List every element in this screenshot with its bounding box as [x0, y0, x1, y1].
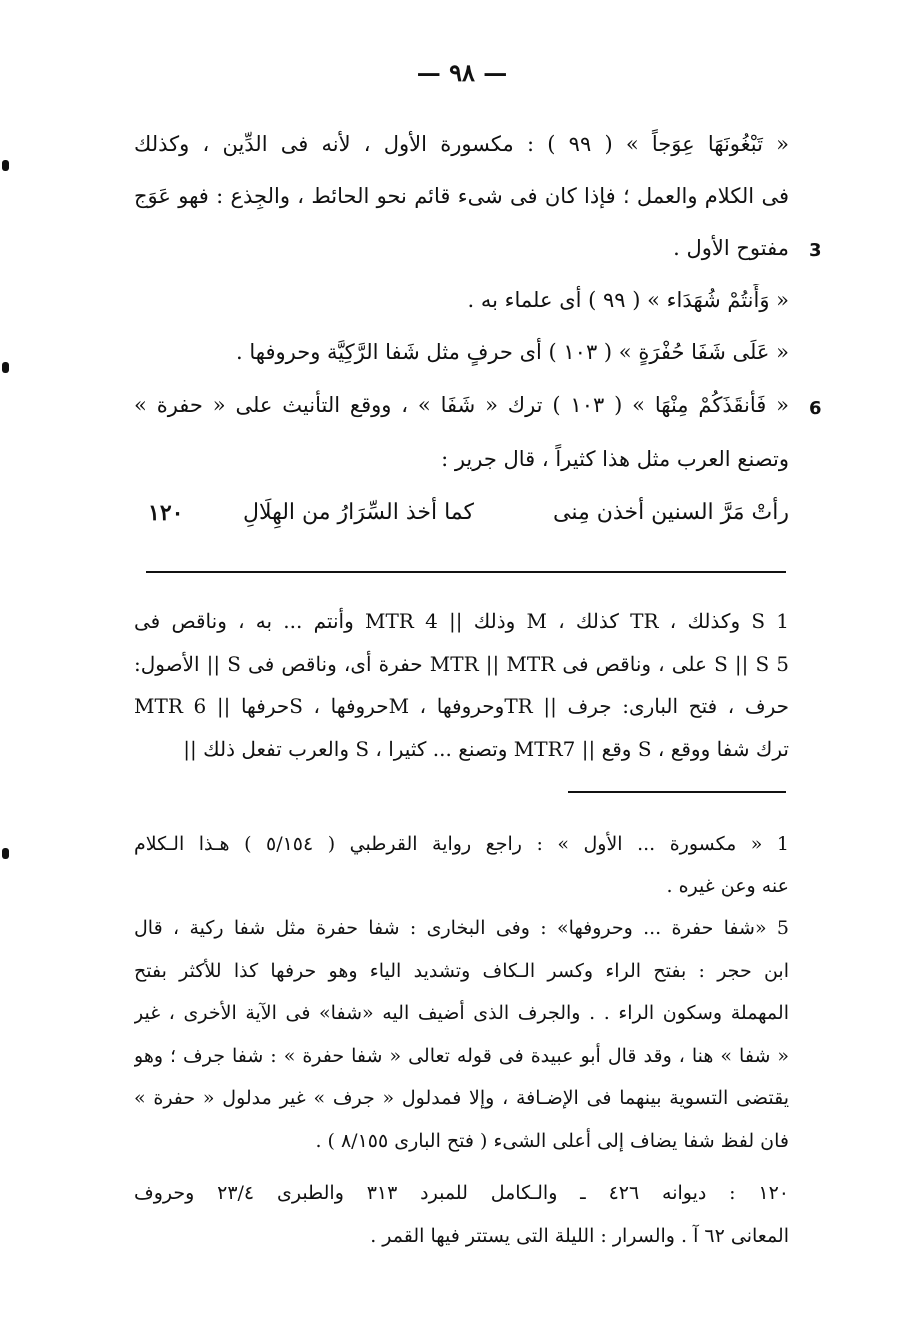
verse-number: ١٢٠	[148, 500, 184, 526]
text-line: وتصنع العرب مثل هذا كثيراً ، قال جرير :	[441, 447, 789, 471]
footnote-line: المهملة وسكون الراء . . والجرف الذى أضيف اليه «شفا» فى الآية الأخرى ، غير	[134, 1002, 789, 1024]
apparatus-line: حرف ، فتح البارى: جرف || TRوحروفها ، Mحروفها ، Sحرفها || MTR 6	[134, 694, 789, 718]
footnote-line: 5 «شفا حفرة ... وحروفها» : وفى البخارى : شفا حفرة مثل شفا ركية ، قال	[134, 917, 789, 939]
footnote-line: ابن حجر : بفتح الراء وكسر الـكاف وتشديد الياء وهو حرفها كذا للأكثر بفتح	[134, 960, 789, 982]
margin-mark	[2, 848, 9, 859]
text-line: مفتوح الأول .	[673, 236, 789, 260]
footnote-line: فان لفظ شفا يضاف إلى أعلى الشىء ( فتح البارى ٨/١٥٥ ) .	[315, 1130, 789, 1152]
notes-divider	[568, 791, 786, 793]
footnote-line: « شفا » هنا ، وقد قال أبو عبيدة فى قوله تعالى « شفا حفرة » : شفا جرف ؛ وهو	[134, 1045, 789, 1067]
text-line: فى الكلام والعمل ؛ فإذا كان فى شىء قائم نحو الحائط ، والجِذع : فهو عَوَج	[134, 184, 789, 208]
text-line: « فَأَنقَذَكُمْ مِنْهَا » ( ١٠٣ ) ترك « شَفَا » ، ووقع التأنيث على « حفرة »	[134, 393, 789, 417]
footnote-line: المعانى ٦٢ آ . والسرار : الليلة التى يستتر فيها القمر .	[370, 1225, 789, 1247]
line-number: 3	[809, 240, 822, 261]
margin-mark	[2, 362, 9, 373]
page-number: — ٩٨ —	[416, 58, 508, 87]
footnote-line: ١٢٠ : ديوانه ٤٢٦ ـ والـكامل للمبرد ٣١٣ والطبرى ٢٣/٤ وحروف	[134, 1182, 789, 1204]
apparatus-line: S 1 وكذلك ، TR كذلك ، M وذلك || MTR 4 وأنتم ... به ، وناقص فى	[134, 609, 789, 633]
margin-mark	[2, 160, 9, 171]
footnote-line: يقتضى التسوية بينهما فى الإضـافة ، وإلا فمدلول « جرف » غير مدلول « حفرة »	[134, 1087, 789, 1109]
footnote-line: عنه وعن غيره .	[666, 875, 789, 897]
verse-first-hemistich: رأتْ مَرَّ السنين أخذن مِنى	[553, 500, 789, 525]
text-line: « وَأَنتُمْ شُهَدَاء » ( ٩٩ ) أى علماء به .	[467, 288, 789, 312]
line-number: 6	[809, 398, 822, 419]
apparatus-line: S || S 5 على ، وناقص فى MTR || MTR حفرة أى، وناقص فى S || الأصول:	[134, 652, 789, 676]
text-line: « عَلَى شَفَا حُفْرَةٍ » ( ١٠٣ ) أى حرفٍ مثل شَفا الرَّكِيَّة وحروفها .	[236, 340, 789, 364]
apparatus-line: ترك شفا ووقع ، S وقع || MTR7 وتصنع ... كثيرا ، S والعرب تفعل ذلك ||	[183, 737, 789, 761]
apparatus-divider	[146, 571, 786, 573]
footnote-line: 1 « مكسورة ... الأول » : راجع رواية القرطبي ( ٥/١٥٤ ) هـذا الـكلام	[134, 833, 789, 855]
text-line: « تَبْغُونَهَا عِوَجاً » ( ٩٩ ) : مكسورة الأول ، لأنه فى الدِّين ، وكذلك	[134, 132, 789, 156]
verse-second-hemistich: كما أخذ السِّرَارُ من الهِلَالِ	[242, 500, 474, 525]
